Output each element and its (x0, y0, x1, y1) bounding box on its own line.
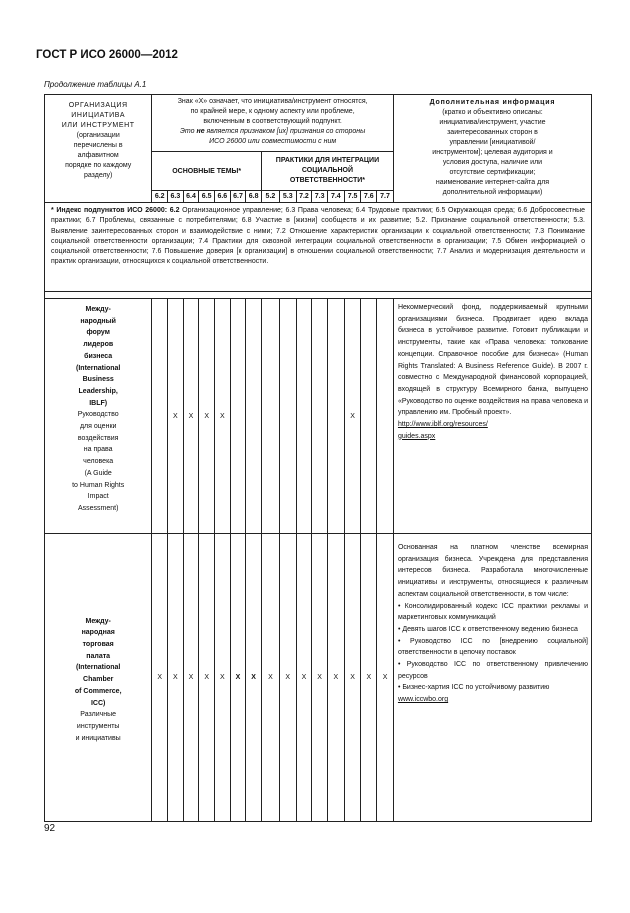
column-number: 6.6 (215, 191, 231, 203)
column-number: 6.2 (152, 191, 168, 203)
column-number: 5.2 (261, 191, 279, 203)
subclause-index-note: * Индекс подпунктов ИСО 26000: 6.2 Организационное управление; 6.3 Права человека; 6.4 Трудовые практики; 6.5 Окружающая среда; 6.6 Добросовестные практики; 6.7 Проблемы, связанные с потребителями; 6.8 Участие в [жизни] сообществ и их развитие; 5.2. Признание социальной ответственности; 5.3. Выявление заинтересованных сторон и взаимодействие с ними; 7.2 Отношение характеристик организации к социальной ответственности; 7.3 Понимание социальной ответственности организации; 7.4 Практики для сквозной интеграции социальной ответственности в организации; 7.5 Обмен информацией о социальной ответственности; 7.6 Повышение доверия [к организации] в отношении социальной ответственности; 7.7 Анализ и модернизация деятельности и практик организации, относящихся к социальной ответственности. (45, 203, 592, 292)
column-number: 6.3 (168, 191, 184, 203)
mark-cell: X (361, 534, 377, 822)
org-name-cell (45, 534, 152, 822)
core-subjects-header: ОСНОВНЫЕ ТЕМЫ* (152, 152, 262, 191)
mark-cell: X (261, 534, 279, 822)
mark-cell: X (215, 534, 231, 822)
column-number: 6.4 (183, 191, 199, 203)
mark-cell: X (246, 534, 262, 822)
mark-cell: X (168, 534, 184, 822)
column-number: 6.8 (246, 191, 262, 203)
mark-cell (279, 299, 296, 534)
mark-cell: X (183, 299, 199, 534)
additional-info-cell: Основанная на платном членстве всемирная организация бизнеса. Учреждена для представления интересов бизнеса. Разработала многочисленные инициативы и инструменты, относящиеся к различным аспектам социальной ответственности, в том числе: • Консолидированный кодекс ICC практики рекламы и маркетинговых коммуникаций • Девять шагов ICC к ответственному ведению бизнеса • Руководство ICC по [внедрению социальной] ответственности в цепочку поставок • Руководство ICC по ответственному привлечению ресурсов • Бизнес-хартия ICC по устойчивому развитию www.iccwbo.org (393, 534, 591, 822)
mark-cell (246, 299, 262, 534)
column-number: 7.2 (296, 191, 312, 203)
mark-cell: X (230, 534, 246, 822)
mark-cell: X (279, 534, 296, 822)
org-name-cell (45, 299, 152, 534)
website-link[interactable]: http://www.iblf.org/resources/ guides.aspx (397, 421, 488, 440)
column-number: 5.3 (279, 191, 296, 203)
additional-info-cell: Некоммерческий фонд, поддерживаемый крупными организациями бизнеса. Продвигает идею вклада бизнеса в устойчивое развитие. Готовит публикации и инструменты, такие как «Права человека: толкование концепции. Справочное пособие для бизнеса» (Human Rights Translated: A Business Reference Guide). В 2007 г. совместно с Международной финансовой корпорацией, входящей в структуру Всемирного банка, выпущено «Руководство по оценке воздействия на права человека и управлению им. Пробный проект». http://www.iblf.org/resources/ guides.aspx (393, 299, 591, 534)
page-number: 92 (44, 823, 56, 834)
additional-info-header: Дополнительная информация (кратко и объективно описаны: инициатива/инструмент, участие заинтересованных сторон в управлении [инициативой/ инструментом]; целевая аудитория и условия доступа, наличие или отсутствие сертификации; наименование интернет-сайта для дополнительной информации) (393, 95, 591, 203)
mark-cell (361, 299, 377, 534)
mark-cell (327, 299, 344, 534)
initiative-name: Руководство для оценки воздействия на права человека (A Guide to Human Rights Impact Assessment) (72, 411, 125, 512)
mark-cell: X (199, 299, 215, 534)
mark-cell (312, 299, 328, 534)
mark-cell: X (296, 534, 312, 822)
table-continuation-label: Продолжение таблицы А.1 (44, 80, 147, 89)
mark-cell: X (327, 534, 344, 822)
mark-cell: X (168, 299, 184, 534)
mark-cell: X (312, 534, 328, 822)
mark-cell: X (152, 534, 168, 822)
table-row (45, 534, 592, 822)
initiatives-table (44, 94, 592, 822)
mark-cell: X (344, 534, 361, 822)
mark-cell (377, 299, 394, 534)
website-link[interactable]: www.iccwbo.org (397, 696, 449, 704)
column-number: 6.7 (230, 191, 246, 203)
column-number: 7.3 (312, 191, 328, 203)
mark-cell (230, 299, 246, 534)
column-number: 7.4 (327, 191, 344, 203)
integration-practices-header: ПРАКТИКИ ДЛЯ ИНТЕГРАЦИИ СОЦИАЛЬНОЙ ОТВЕТСТВЕННОСТИ* (261, 152, 393, 191)
mark-cell: X (344, 299, 361, 534)
mark-cell: X (377, 534, 394, 822)
x-mark-explanation: Знак «Х» означает, что инициатива/инструмент относятся, по крайней мере, к одному аспекту или проблеме, включенным в соответствующий подпункт. Это не является признаком [их] признания со стороны ИСО 26000 или совместимости с ним (152, 95, 394, 152)
mark-cell: X (199, 534, 215, 822)
org-name: Между- народный форум лидеров бизнеса (International Business Leadership, IBLF) (76, 306, 121, 407)
org-column-header: ОРГАНИЗАЦИЯ ИНИЦИАТИВА ИЛИ ИНСТРУМЕНТ (организации перечислены в алфавитном порядке по каждому разделу) (45, 95, 152, 203)
mark-cell (152, 299, 168, 534)
mark-cell (261, 299, 279, 534)
column-number: 6.5 (199, 191, 215, 203)
mark-cell: X (183, 534, 199, 822)
document-header: ГОСТ Р ИСО 26000—2012 (36, 49, 178, 61)
org-name: Между- народная торговая палата (International Chamber of Commerce, ICC) (74, 617, 122, 707)
mark-cell: X (215, 299, 231, 534)
mark-cell (296, 299, 312, 534)
table-row (45, 299, 592, 534)
column-number: 7.6 (361, 191, 377, 203)
column-number: 7.5 (344, 191, 361, 203)
column-number: 7.7 (377, 191, 394, 203)
initiative-name: Различные инструменты и инициативы (75, 711, 121, 742)
